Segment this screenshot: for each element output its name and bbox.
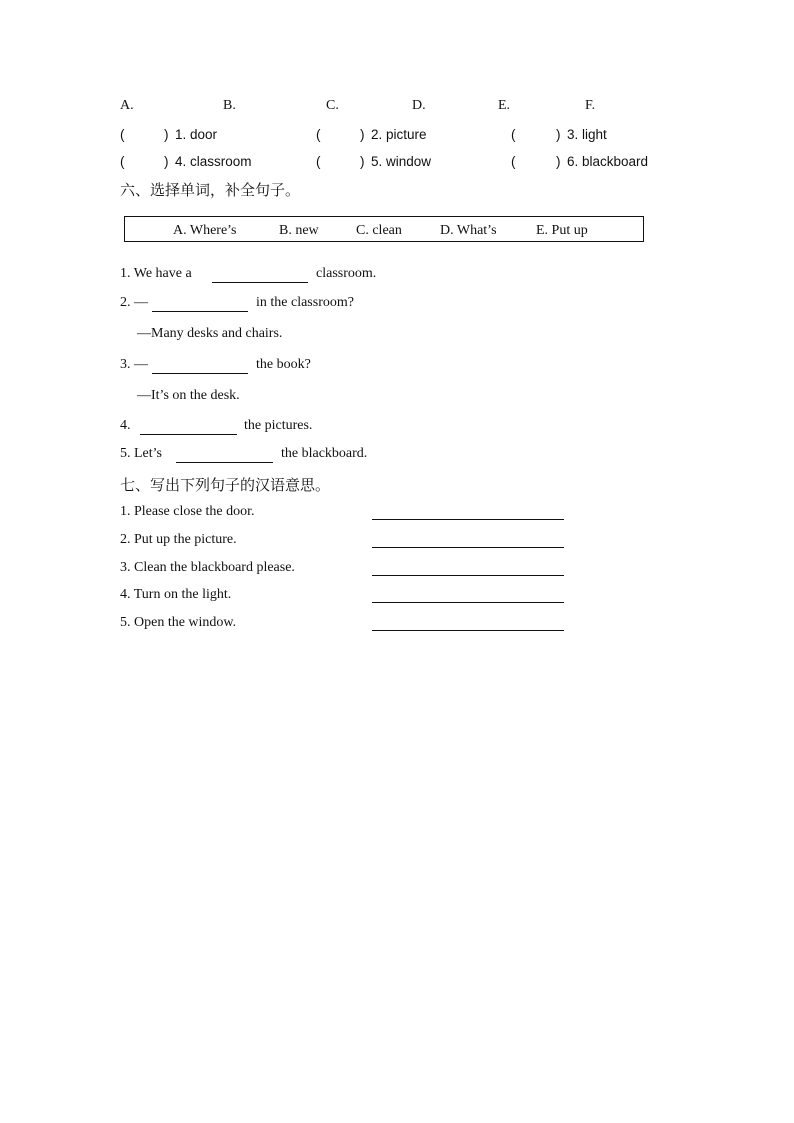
q5-answer-blank[interactable] [176, 462, 273, 463]
q3-suffix: the book? [256, 357, 311, 372]
paren-open: ( [316, 154, 321, 169]
q1-suffix: classroom. [316, 266, 377, 281]
q3-response: —It’s on the desk. [137, 388, 240, 403]
picture-label-b: B. [223, 98, 236, 113]
translate-sentence-4: 4. Turn on the light. [120, 587, 232, 602]
translate-answer-line-2[interactable] [372, 547, 564, 548]
q2-response: —Many desks and chairs. [137, 326, 283, 341]
matching-item-classroom: 4. classroom [175, 154, 252, 169]
picture-label-c: C. [326, 98, 339, 113]
paren-open: ( [120, 154, 125, 169]
option-e: E. Put up [536, 223, 588, 238]
matching-item-door: 1. door [175, 127, 218, 142]
matching-item-window: 5. window [371, 154, 432, 169]
matching-item-light: 3. light [567, 127, 607, 142]
paren-open: ( [511, 154, 516, 169]
q4-suffix: the pictures. [244, 418, 313, 433]
paren-close: ) [556, 154, 561, 169]
q4-prefix: 4. [120, 418, 131, 433]
q3-answer-blank[interactable] [152, 373, 248, 374]
q2-prefix: 2. — [120, 295, 148, 310]
paren-close: ) [360, 127, 365, 142]
option-b: B. new [279, 223, 319, 238]
translate-sentence-5: 5. Open the window. [120, 615, 237, 630]
matching-item-blackboard: 6. blackboard [567, 154, 649, 169]
translate-answer-line-1[interactable] [372, 519, 564, 520]
translate-sentence-3: 3. Clean the blackboard please. [120, 560, 295, 575]
q2-answer-blank[interactable] [152, 311, 248, 312]
q1-answer-blank[interactable] [212, 282, 308, 283]
picture-label-d: D. [412, 98, 426, 113]
translate-answer-line-4[interactable] [372, 602, 564, 603]
paren-close: ) [360, 154, 365, 169]
paren-close: ) [164, 127, 169, 142]
translate-sentence-1: 1. Please close the door. [120, 504, 255, 519]
paren-open: ( [120, 127, 125, 142]
picture-label-f: F. [585, 98, 596, 113]
q2-suffix: in the classroom? [256, 295, 354, 310]
section-6-title: 六、选择单词，补全句子。 [120, 181, 301, 199]
q1-prefix: 1. We have a [120, 266, 192, 281]
q3-prefix: 3. — [120, 357, 148, 372]
q5-suffix: the blackboard. [281, 446, 368, 461]
q4-answer-blank[interactable] [140, 434, 237, 435]
picture-label-a: A. [120, 98, 134, 113]
paren-open: ( [511, 127, 516, 142]
option-c: C. clean [356, 223, 402, 238]
q5-prefix: 5. Let’s [120, 446, 162, 461]
matching-item-picture: 2. picture [371, 127, 427, 142]
paren-close: ) [164, 154, 169, 169]
translate-answer-line-5[interactable] [372, 630, 564, 631]
picture-label-e: E. [498, 98, 511, 113]
option-d: D. What’s [440, 223, 497, 238]
section-7-title: 七、写出下列句子的汉语意思。 [120, 476, 331, 494]
translate-answer-line-3[interactable] [372, 575, 564, 576]
option-a: A. Where’s [173, 223, 237, 238]
paren-close: ) [556, 127, 561, 142]
translate-sentence-2: 2. Put up the picture. [120, 532, 237, 547]
paren-open: ( [316, 127, 321, 142]
